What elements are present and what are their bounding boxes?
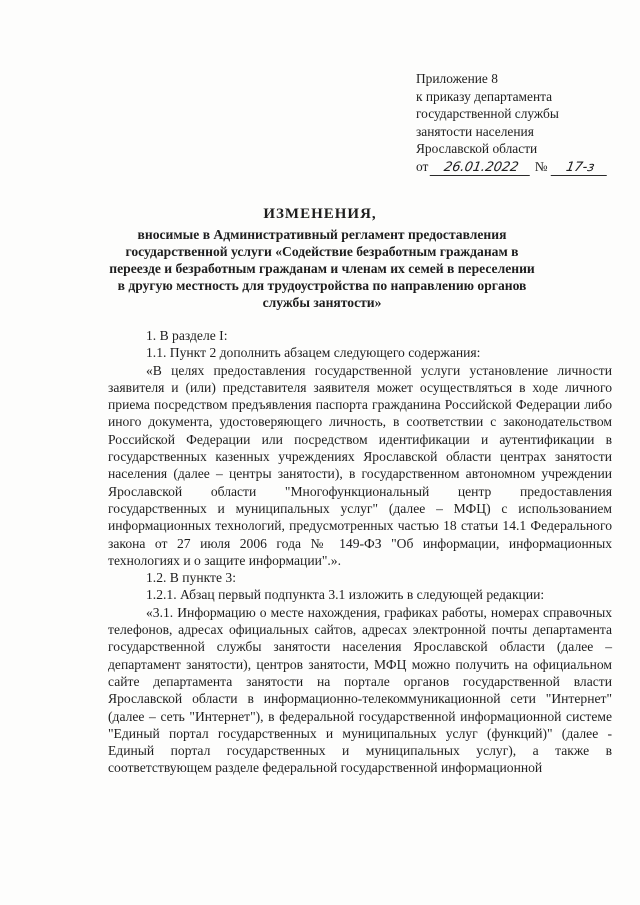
appendix-line: государственной службы <box>416 106 559 122</box>
handwritten-number: 17-з <box>550 161 609 176</box>
handwritten-date: 26.01.2022 <box>430 161 533 176</box>
appendix-line: к приказу департамента <box>416 88 553 104</box>
document-body <box>108 327 612 777</box>
paragraph: «В целях предоставления государственной услуги установление личности заявителя и (или) представителя заявителя может осуществляться в ходе личного приема посредством предъявления паспорта гражданина Российской Федерации либо иного документа, удостоверяющего личность, в соответствии с законодательством Российской Федерации или посредством идентификации и аутентификации в государственных казенных учреждениях Ярославской области центрах занятости населения (далее – центры занятости), в государственном автономном учреждении Ярославской области "Многофункциональный центр предоставления государственных и муниципальных услуг" (далее – МФЦ) с использованием информационных технологий, предусмотренных частью 18 статьи 14.1 Федерального закона от 27 июля 2006 года № 149-ФЗ "Об информации, информационных технологиях и о защите информации".». <box>108 362 612 568</box>
appendix-line: Приложение 8 <box>416 71 498 86</box>
order-date-number <box>416 158 626 176</box>
paragraph: 1.2. В пункте 3: <box>146 570 236 586</box>
document-title: ИЗМЕНЕНИЯ, <box>263 206 377 222</box>
appendix-header <box>416 70 626 176</box>
date-prefix: от <box>416 158 429 174</box>
appendix-line: занятости населения <box>416 123 534 139</box>
paragraph: 1.2.1. Абзац первый подпункта 3.1 изложить в следующей редакции: <box>146 587 545 603</box>
appendix-line: Ярославской области <box>416 141 538 157</box>
paragraph: 1. В разделе I: <box>146 328 228 343</box>
document-subtitle: вносимые в Административный регламент предоставления государственной услуги «Содействие безработным гражданам в переезде и безработным гражданам и членам их семей в переселении в другую местность для трудоустройства по направлению органов службы занятости» <box>109 227 535 310</box>
paragraph: «3.1. Информацию о месте нахождения, графиках работы, номерах справочных телефонов, адресах официальных сайтов, адресах электронной почты департамента государственной службы занятости населения Ярославской области (далее – департамент занятости), центров занятости, МФЦ можно получить на официальном сайте департамента занятости на портале органов государственной власти Ярославской области в информационно-телекоммуникационной сети "Интернет" (далее – сеть "Интернет"), в федеральной государственной информационной системе "Единый портал государственных и муниципальных услуг (функций)" (далее - Единый портал государственных и муниципальных услуг), а также в соответствующем разделе федеральной государственной информационной <box>108 604 612 776</box>
number-prefix: № <box>534 158 548 174</box>
paragraph: 1.1. Пункт 2 дополнить абзацем следующего содержания: <box>146 345 481 361</box>
